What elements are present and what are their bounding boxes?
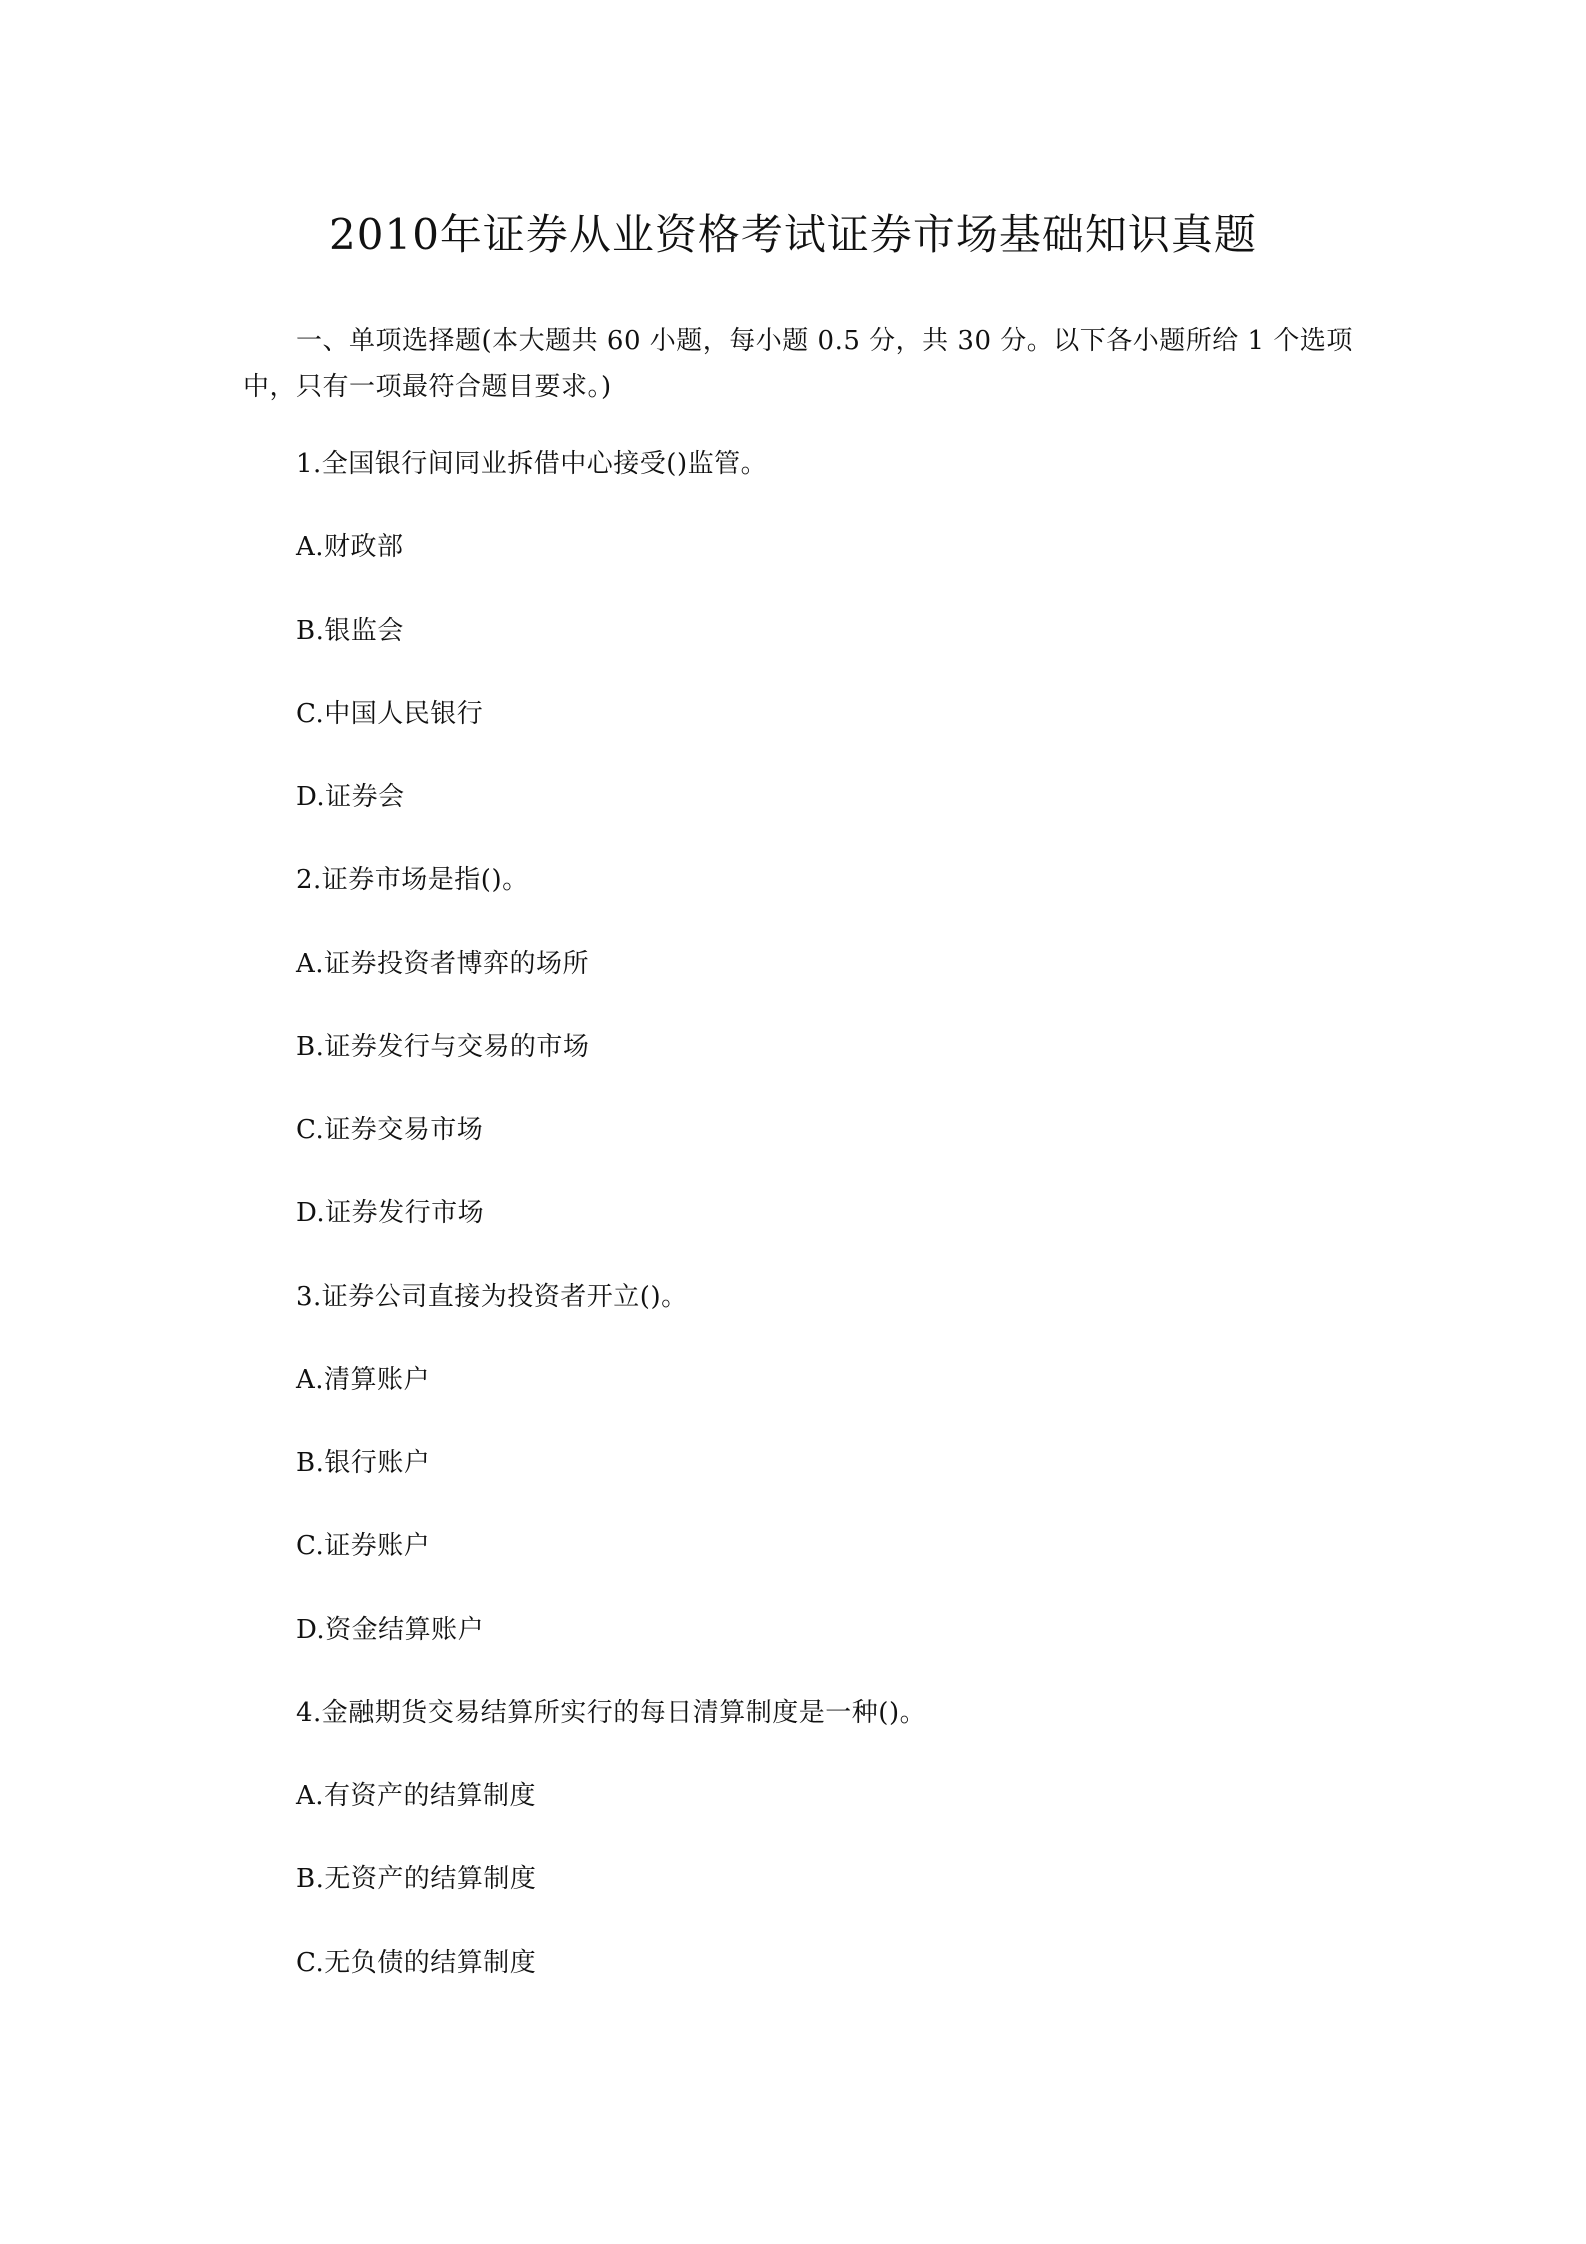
- question-4-option-a: A.有资产的结算制度: [296, 1781, 537, 1811]
- question-1-option-d: D.证券会: [296, 782, 405, 812]
- question-3: 3.证券公司直接为投资者开立()。: [296, 1282, 688, 1312]
- question-1: 1.全国银行间同业拆借中心接受()监管。: [296, 449, 768, 479]
- document-title: 2010年证券从业资格考试证券市场基础知识真题: [329, 210, 1257, 259]
- question-4: 4.金融期货交易结算所实行的每日清算制度是一种()。: [296, 1698, 927, 1728]
- question-3-option-c: C.证券账户: [296, 1531, 431, 1561]
- question-2-option-b: B.证券发行与交易的市场: [296, 1032, 590, 1062]
- question-3-option-d: D.资金结算账户: [296, 1615, 485, 1645]
- question-2-option-c: C.证券交易市场: [296, 1115, 484, 1145]
- question-4-option-c: C.无负债的结算制度: [296, 1948, 537, 1978]
- question-1-option-a: A.财政部: [296, 532, 404, 562]
- question-2: 2.证券市场是指()。: [296, 865, 529, 895]
- question-1-option-c: C.中国人民银行: [296, 699, 484, 729]
- question-2-option-a: A.证券投资者博弈的场所: [296, 949, 590, 979]
- question-1-option-b: B.银监会: [296, 616, 404, 646]
- question-3-option-b: B.银行账户: [296, 1448, 431, 1478]
- question-2-option-d: D.证券发行市场: [296, 1198, 485, 1228]
- section-intro: 一、单项选择题(本大题共 60 小题，每小题 0.5 分，共 30 分。以下各小题所给 1 个选项中，只有一项最符合题目要求。): [243, 326, 1353, 402]
- question-4-option-b: B.无资产的结算制度: [296, 1864, 537, 1894]
- question-3-option-a: A.清算账户: [296, 1365, 431, 1395]
